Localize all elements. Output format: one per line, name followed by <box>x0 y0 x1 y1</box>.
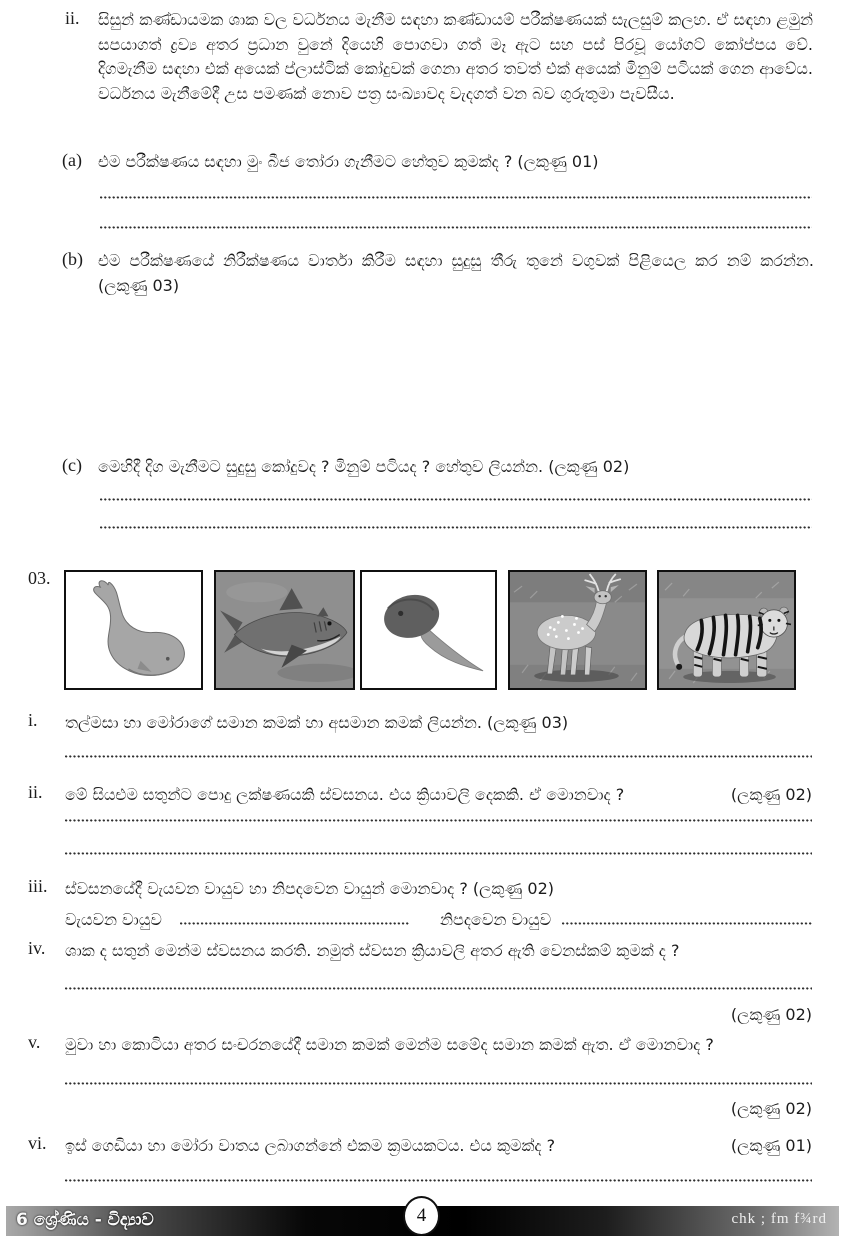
answer-line[interactable] <box>100 196 812 199</box>
produced-gas-label: නිපදවෙන වායුව <box>440 910 552 929</box>
question-ii-paragraph: සිසුන් කණ්ඩායමක ශාක වල වර්ධනය මැනීම සඳහා කණ්ඩායම් පරීක්ෂණයක් සැලසුම් කලහ. ඒ සඳහා ළමුන් සපයාගත් ද්‍රව්‍ය අතර ප්‍රධාන වුනේ දියෙහි පොගවා ගත් මෑ ඇට සහ පස් පිරවූ යෝගට් කෝප්පය වේ. දිගමැනීම සඳහා එක් අයෙක් ප්ලාස්ටික් කෝදුවක් ගෙනා අතර තවත් එක් අයෙක් මිනුම් පටියක් ගෙන ආවේය. වර්ධනය මැනීමේදී උස පමණක් නොව පත්‍ර සංඛ්‍යාවද වැදගත් වන බව ගුරුතුමා පැවසීය. <box>98 10 813 103</box>
item-iv-number: iv. <box>28 938 46 958</box>
part-a-row <box>62 150 814 174</box>
part-c-row <box>62 455 814 479</box>
part-b-marks: (ලකුණු 03) <box>98 275 180 295</box>
part-c-text-wrap <box>98 455 814 479</box>
page-number-badge <box>403 1196 440 1236</box>
item-i-text: තල්මසා හා මෝරාගේ සමාන කමක් හා අසමාන කමක් ලියන්න. <box>65 713 482 732</box>
item-ii-text: මේ සියළුම සතුන්ට පොදු ලක්ෂණයකි ස්වසනය. එය ක්‍රියාවලි දෙකකි. ඒ මොනවාද ? <box>65 785 625 804</box>
answer-line[interactable] <box>65 755 812 758</box>
question-ii-number: ii. <box>65 8 80 28</box>
used-gas-answer-line[interactable] <box>180 922 410 925</box>
item-ii-marks: (ලකුණු 02) <box>730 785 812 804</box>
answer-line[interactable] <box>65 1179 812 1182</box>
page-number: 4 <box>416 1205 427 1226</box>
item-i-text-wrap <box>65 711 812 735</box>
part-b-text: එම පරීක්ෂණයේ නිරීක්ෂණය වාර්තා කිරීම සඳහා සුදුසු තීරු තුනේ වගුවක් පිළියෙල කර නම් කරන්න. <box>98 251 814 270</box>
tadpole-image <box>362 572 495 688</box>
question-ii-block <box>65 8 813 106</box>
item-iii-subrow <box>65 908 812 932</box>
item-v-marks: (ලකුණු 02) <box>730 1099 812 1118</box>
item-ii-row <box>65 783 812 807</box>
answer-line[interactable] <box>100 226 812 229</box>
item-iii-text: ස්වසනයේදී වැයවන වායුව හා නිපදවෙන වායුන් මොනවාද ? <box>65 879 468 898</box>
question-03-number: 03. <box>28 568 51 588</box>
item-v-text: මුවා හා කොටියා අතර සංචරනයේදී සමාන කමක් මෙන්ම සමේද සමාන කමක් ඇත. ඒ මොනවාද ? <box>65 1035 714 1054</box>
item-vi-row <box>65 1134 812 1158</box>
part-c-marks: (ලකුණු 02) <box>548 457 630 476</box>
part-b-label: (b) <box>62 249 83 269</box>
deer-image <box>510 572 645 688</box>
produced-gas-answer-line[interactable] <box>562 922 812 925</box>
shark-image <box>216 572 353 688</box>
tiger-image <box>659 572 794 688</box>
whale-photo <box>64 570 203 690</box>
item-vi-text: ඉස් ගෙඩියා හා මෝරා වාතය ලබාගන්නේ එකම ක්‍රමයකටය. එය කුමක්ද ? <box>65 1136 556 1155</box>
part-a-text: එම පරීක්ෂණය සඳහා මුං බීජ තෝරා ගැනීමට හේතුව කුමක්ද ? <box>98 152 513 171</box>
shark-photo <box>214 570 355 690</box>
item-i-number: i. <box>28 710 38 730</box>
answer-line[interactable] <box>65 987 812 990</box>
tadpole-photo <box>360 570 497 690</box>
item-iii-marks: (ලකුණු 02) <box>472 879 555 898</box>
spotted-deer-photo <box>508 570 647 690</box>
part-b-text-wrap <box>98 249 814 298</box>
item-iii-text-wrap <box>65 877 812 901</box>
item-iv-text: ශාක ද සතුන් මෙන්ම ස්වසනය කරති. නමුත් ස්වසන ක්‍රියාවලි අතර ඇති වෙනස්කම් කුමක් ද ? <box>65 941 680 960</box>
item-iv-marks: (ලකුණු 02) <box>730 1005 812 1024</box>
answer-line[interactable] <box>100 498 812 501</box>
footer-bar <box>6 1206 839 1236</box>
part-a-marks: (ලකුණු 01) <box>517 152 599 171</box>
used-gas-label: වැයවන වායුව <box>65 910 162 929</box>
item-vi-number: vi. <box>28 1133 47 1153</box>
part-b-row <box>62 249 814 298</box>
footer-grade-subject: 6 ශ්‍රේණිය - විද්‍යාව <box>16 1210 154 1230</box>
footer-checked-by: chk ; fm f¾rd <box>731 1211 827 1227</box>
part-a-text-wrap <box>98 150 814 174</box>
answer-line[interactable] <box>65 819 812 822</box>
item-i-marks: (ලකුණු 03) <box>487 713 569 732</box>
part-a-label: (a) <box>62 150 82 170</box>
item-v-number: v. <box>28 1032 41 1052</box>
answer-line[interactable] <box>65 852 812 855</box>
tiger-photo <box>657 570 796 690</box>
item-iii-number: iii. <box>28 876 48 896</box>
produced-gas-label-wrap <box>440 908 551 932</box>
answer-line[interactable] <box>100 526 812 529</box>
item-ii-number: ii. <box>28 782 43 802</box>
item-vi-marks: (ලකුණු 01) <box>730 1136 812 1155</box>
part-c-label: (c) <box>62 455 82 475</box>
part-c-text: මෙහිදී දිග මැනීමට සුදුසු කෝදුවද ? මිනුම් පටියද ? හේතුව ලියන්න. <box>98 457 544 476</box>
answer-line[interactable] <box>65 1082 812 1085</box>
whale-image <box>66 572 201 688</box>
